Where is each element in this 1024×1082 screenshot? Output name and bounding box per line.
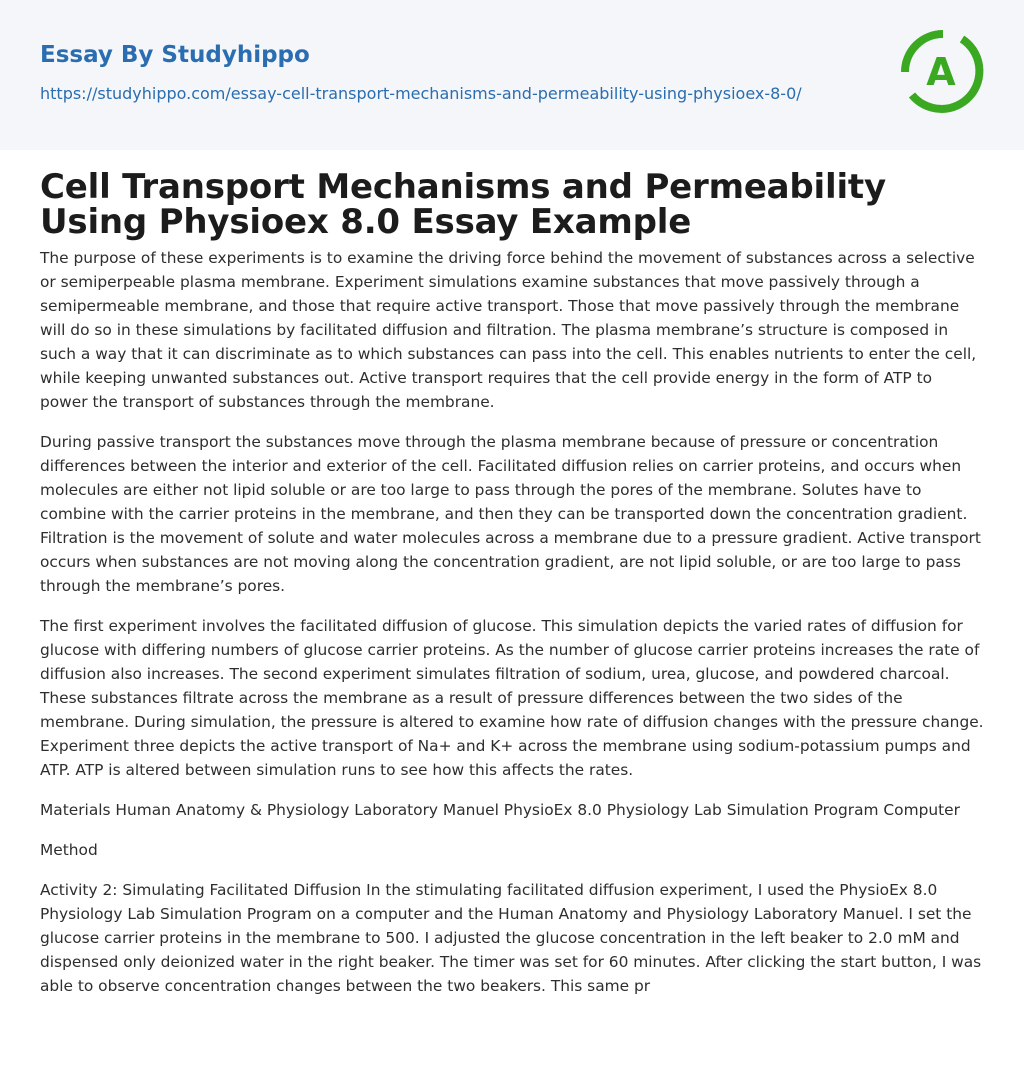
logo-letter: A — [926, 50, 956, 94]
site-title[interactable]: Essay By Studyhippo — [40, 42, 310, 68]
article-content — [0, 167, 1024, 998]
paragraph-materials: Materials Human Anatomy & Physiology Laboratory Manuel PhysioEx 8.0 Physiology Lab Simulation Program Computer — [40, 801, 960, 819]
article-url-link[interactable]: https://studyhippo.com/essay-cell-transport-mechanisms-and-permeability-using-physioex-8-0/ — [40, 84, 802, 103]
paragraph-activity-2: Activity 2: Simulating Facilitated Diffusion In the stimulating facilitated diffusion experiment, I used the PhysioEx 8.0 Physiology Lab Simulation Program on a computer and the Human Anatomy and Physiology Laboratory Manuel. I set the glucose carrier proteins in the membrane to 500. I adjusted the glucose concentration in the left beaker to 2.0 mM and dispensed only deionized water in the right beaker. The timer was set for 60 minutes. After clicking the start button, I was able to observe concentration changes between the two beakers. This same pr — [40, 881, 982, 995]
site-header — [0, 0, 1024, 150]
paragraph-passive-transport: During passive transport the substances move through the plasma membrane because of pressure or concentration differences between the interior and exterior of the cell. Facilitated diffusion relies on carrier proteins, and occurs when molecules are either not lipid soluble or are too large to pass through the pores of the membrane. Solutes have to combine with the carrier proteins in the membrane, and then they can be transported down the concentration gradient. Filtration is the movement of solute and water molecules across a membrane due to a pressure gradient. Active transport occurs when substances are not moving along the concentration gradient, are not lipid soluble, or are too large to pass through the membrane’s pores. — [40, 433, 981, 595]
article-title: Cell Transport Mechanisms and Permeability Using Physioex 8.0 Essay Example — [40, 167, 886, 242]
paragraph-experiments: The first experiment involves the facilitated diffusion of glucose. This simulation depicts the varied rates of diffusion for glucose with differing numbers of glucose carrier proteins. As the number of glucose carrier proteins increases the rate of diffusion also increases. The second experiment simulates filtration of sodium, urea, glucose, and powdered charcoal. These substances filtrate across the membrane as a result of pressure differences between the two sides of the membrane. During simulation, the pressure is altered to examine how rate of diffusion changes with the pressure change. Experiment three depicts the active transport of Na+ and K+ across the membrane using sodium-potassium pumps and ATP. ATP is altered between simulation runs to see how this affects the rates. — [40, 617, 984, 779]
studyhippo-logo-icon[interactable] — [900, 29, 986, 115]
paragraph-purpose: The purpose of these experiments is to examine the driving force behind the movement of substances across a selective or semiperpeable plasma membrane. Experiment simulations examine substances that move passively through a semipermeable membrane, and those that require active transport. Those that move passively through the membrane will do so in these simulations by facilitated diffusion and filtration. The plasma membrane’s structure is composed in such a way that it can discriminate as to which substances can pass into the cell. This enables nutrients to enter the cell, while keeping unwanted substances out. Active transport requires that the cell provide energy in the form of ATP to power the transport of substances through the membrane. — [40, 249, 977, 411]
paragraph-method-heading: Method — [40, 841, 98, 859]
